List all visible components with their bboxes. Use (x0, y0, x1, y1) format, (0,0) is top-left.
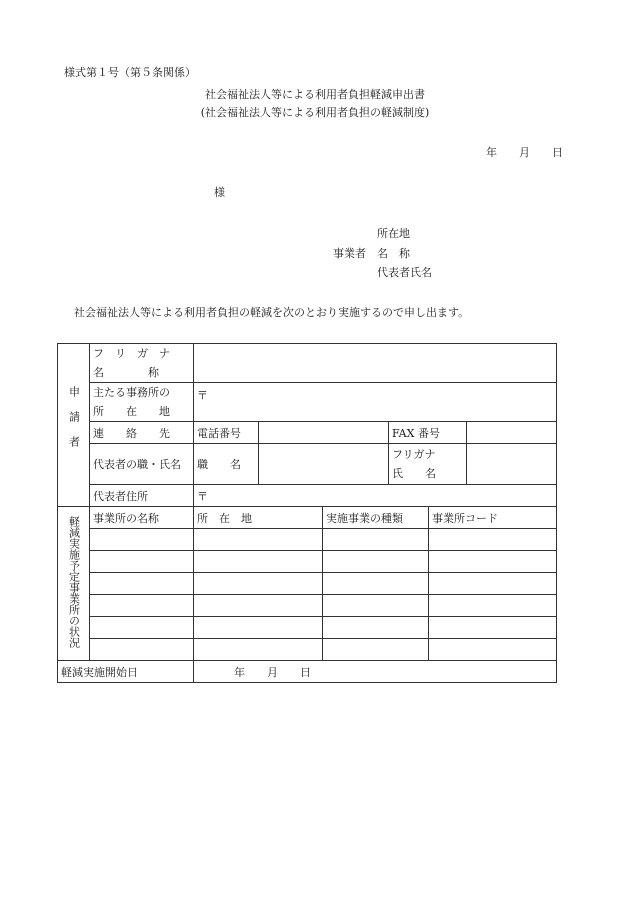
start-date-value: 年 月 日 (234, 665, 311, 679)
rep-name-field[interactable] (467, 444, 557, 485)
office-name-cell[interactable] (90, 617, 194, 639)
start-date-label: 軽減実施開始日 (58, 661, 194, 683)
office-name-cell[interactable] (90, 639, 194, 661)
rep-title-label: 代表者の職・氏名 (90, 444, 194, 485)
form-title: 社会福祉法人等による利用者負担軽減申出書 (205, 88, 425, 101)
location-cell[interactable] (194, 639, 323, 661)
name-label-cell: 名 称 (93, 366, 159, 379)
rep-address-field[interactable] (194, 485, 557, 507)
furigana-name-label-cell (90, 344, 194, 383)
col-service-type: 実施事業の種類 (323, 507, 429, 529)
location-cell[interactable] (194, 573, 323, 595)
contact-label: 連 絡 先 (90, 422, 194, 444)
location-cell[interactable] (194, 617, 323, 639)
service-type-cell[interactable] (323, 551, 429, 573)
service-type-cell[interactable] (323, 617, 429, 639)
operator-label: 事業者 (333, 247, 366, 260)
office-code-cell[interactable] (429, 551, 557, 573)
main-office-label-cell (90, 383, 194, 422)
representative-label: 代表者氏名 (377, 266, 432, 279)
rep-furigana-label: フリガナ (392, 448, 436, 461)
col-office-name: 事業所の名称 (90, 507, 194, 529)
addressee-suffix: 様 (214, 186, 225, 199)
position-label: 職 名 (194, 444, 259, 485)
location-cell[interactable] (194, 595, 323, 617)
name-label: 名 称 (377, 247, 410, 260)
name-field[interactable] (194, 344, 557, 383)
col-office-code: 事業所コード (429, 507, 557, 529)
location-cell[interactable] (194, 551, 323, 573)
furigana-label: フ リ ガ ナ (93, 347, 170, 360)
position-field[interactable] (259, 444, 389, 485)
rep-postal-mark: 〒 (197, 489, 208, 503)
form-number: 様式第１号（第５条関係） (64, 66, 196, 79)
status-row (58, 573, 557, 595)
office-name-cell[interactable] (90, 529, 194, 551)
postal-mark: 〒 (197, 389, 208, 402)
main-office-label-2: 所 在 地 (93, 405, 170, 418)
rep-address-label: 代表者住所 (90, 485, 194, 507)
status-side-label: 軽減実施予定事業所の状況 (58, 507, 90, 661)
main-office-label-1: 主たる事務所の (93, 386, 170, 399)
start-date-field[interactable] (194, 661, 557, 683)
office-code-cell[interactable] (429, 573, 557, 595)
service-type-cell[interactable] (323, 529, 429, 551)
status-row (58, 529, 557, 551)
service-type-cell[interactable] (323, 573, 429, 595)
office-name-cell[interactable] (90, 573, 194, 595)
applicant-side-label: 申請者 (58, 344, 90, 507)
tel-label: 電話番号 (194, 422, 259, 444)
status-row (58, 617, 557, 639)
status-row (58, 639, 557, 661)
office-code-cell[interactable] (429, 595, 557, 617)
fax-field[interactable] (467, 422, 557, 444)
office-code-cell[interactable] (429, 529, 557, 551)
office-code-cell[interactable] (429, 639, 557, 661)
rep-name-label: 氏 名 (392, 467, 436, 480)
address-label: 所在地 (377, 227, 410, 240)
intro-text: 社会福祉法人等による利用者負担の軽減を次のとおり実施するので申し出ます。 (74, 306, 470, 319)
office-code-cell[interactable] (429, 617, 557, 639)
service-type-cell[interactable] (323, 639, 429, 661)
office-name-cell[interactable] (90, 595, 194, 617)
service-type-cell[interactable] (323, 595, 429, 617)
form-subtitle: (社会福祉法人等による利用者負担の軽減制度) (200, 106, 430, 119)
location-cell[interactable] (194, 529, 323, 551)
application-table (57, 343, 557, 683)
tel-field[interactable] (259, 422, 389, 444)
rep-furigana-label-cell (389, 444, 467, 485)
office-name-cell[interactable] (90, 551, 194, 573)
status-row (58, 595, 557, 617)
date-line: 年 月 日 (486, 146, 563, 159)
status-row (58, 551, 557, 573)
fax-label: FAX 番号 (389, 422, 467, 444)
col-location: 所 在 地 (194, 507, 323, 529)
main-office-address-field[interactable] (194, 383, 557, 422)
